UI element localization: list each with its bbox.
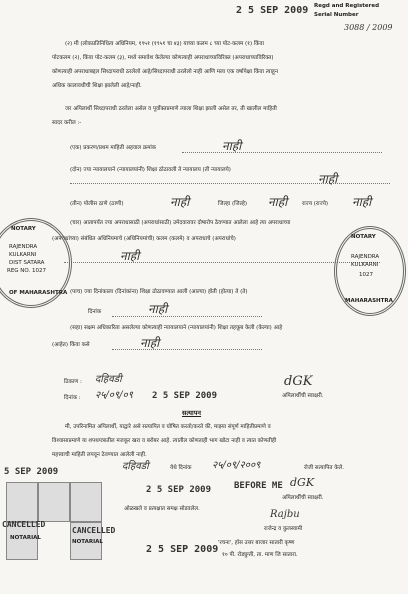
state-value: नाही xyxy=(352,195,372,209)
verification-heading: सत्यापन xyxy=(182,409,202,417)
district-value: नाही xyxy=(268,195,288,209)
item-one-value: नाही xyxy=(222,139,242,153)
item-one-label: (एक) प्रकरण/प्रथम माहिती अहवाल क्रमांक xyxy=(70,145,157,151)
item-six-line1: (सहा) सक्षम अधिकारिता असलेल्या कोणत्याही न्यायालयाने (न्यायालयांनी) शिक्षा तहकूब केली (केल्या) आहे xyxy=(70,325,283,331)
intro-line1: जर अपिलार्थी सिध्दापराधी ठरलेला असेल व पूर्वोक्तप्रमाणे त्याला शिक्षा झाली असेल तर, ती खालील माहिती xyxy=(65,106,277,112)
item-two-label: (दोन) ज्या न्यायालयाने (न्यायालयांनी) शिक्षा ठोठावली ते न्यायालय (ती न्यायालये) xyxy=(70,167,231,173)
item-five-date-label: दिनांक xyxy=(88,309,102,315)
verification-signature-mark: dGK xyxy=(290,476,315,489)
place-label: ठिकाण : xyxy=(64,379,82,385)
district-label: जिल्हा (जिल्हे) xyxy=(218,201,248,207)
item-three-value: नाही xyxy=(170,195,190,209)
item-six-value: नाही xyxy=(140,336,160,350)
item-four-line1: (चार) आतापर्यंत ज्या अपराधासाठी (अपराधांसाठी) उमेदवारावर दोषारोप ठेवण्यात आलेला आहे त्या अपराधाच्या xyxy=(70,220,291,226)
para2-line4: अधिक कालावधीची शिक्षा झालेली आहे/नाही. xyxy=(52,83,142,89)
verification-day-label: रोजी सत्यापित केले. xyxy=(304,465,344,471)
item-six-line2: (आहेत) किंवा कसे xyxy=(52,342,90,348)
before-me-stamp: BEFORE ME xyxy=(234,481,283,491)
place-value: दहिवडी xyxy=(95,374,122,385)
notary-name: राजेन्द्र व कुलस्वामी xyxy=(264,526,303,532)
notary-signature-mark: Rajbu xyxy=(270,509,300,520)
notarial-label-left: NOTARIAL xyxy=(10,535,41,541)
item-four-line2: (अपराधांच्या) संबंधित अधिनियमाचे (अधिनियमांची) कलम (कलमे) व अपराधाचे (अपराधांचे) xyxy=(52,236,236,242)
revenue-stamp-3 xyxy=(70,482,102,522)
item-five-value: नाही xyxy=(148,302,168,316)
revenue-stamp-2 xyxy=(38,482,70,522)
signature-label: अपिलार्थीची स्वाक्षरी. xyxy=(282,393,324,399)
para2-line2: पोटकलम (२), किंवा पोट-कलम (३), मध्ये समावेश केलेल्या कोणत्याही अपराधाच्याविरिक्त (अपराधाच्याविरिक्त) xyxy=(52,55,274,61)
date-stamp-top: 2 5 SEP 2009 xyxy=(236,5,309,16)
state-label: राज्य (राज्ये) xyxy=(302,201,329,207)
para2-line3: कोणत्याही अपराधाबद्दल सिध्दापराधी ठरलेलो आहे/सिध्दापराधी ठरलेलो नाही आणि मला एक वर्षापेक्षा किंवा त्याहून xyxy=(52,69,278,75)
verification-signature-label: अपिलार्थीची स्वाक्षरी. xyxy=(282,495,324,501)
verification-date: २५/०९/२००९ xyxy=(212,460,261,471)
intro-line2: सादर करील :- xyxy=(52,120,82,126)
verification-line1: मी, उपरिनामित अपिलार्थी, याद्वारे असे सत्यापित व घोषित करतो/करते की, माझ्या संपूर्ण माहितीप्रमाणे व xyxy=(65,424,271,430)
notary-seal-right: NOTARY RAJENDRA KULKARNI 1027 MAHARASHTRA xyxy=(334,226,406,316)
verification-where-label: येथे दिनांक xyxy=(170,465,192,471)
date-stamp-signoff: 2 5 SEP 2009 xyxy=(152,391,218,401)
stamp-bottom-date: 2 5 SEP 2009 xyxy=(146,544,219,555)
registered-label: Regd and Registered xyxy=(314,3,380,9)
notarial-label-right: NOTARIAL xyxy=(72,539,103,545)
item-three-label: (तीन) पोलीस ठाणे (ठाणी) xyxy=(70,201,124,207)
verification-line3: महत्त्वाची माहिती लपवून ठेवण्यात आलेली नाही. xyxy=(52,452,147,458)
identified-note: ओळखले व प्रत्यक्षात समक्ष सोडवलेल. xyxy=(124,506,200,512)
serial-handwritten: 3088 / 2009 xyxy=(344,23,393,32)
notary-address-2: १० पी. रोड्युग्ती, ता. माण जि सातारा. xyxy=(222,552,298,558)
verification-line2: विश्वासाप्रमाणे या शपथपत्रातील मजकूर खरा व बरोबर आहे. त्यातील कोणताही भाग खोटा नाही व त्यात कोणतीही xyxy=(52,438,277,444)
signature-mark: dGK xyxy=(284,374,313,389)
para2-line1: (२) मी (लोकप्रतिनिधित्व अधिनियम, १९५१ (१९५१ चा ४३) याच्या कलम ८ च्या पोट-कलम (१) किंवा xyxy=(65,41,265,47)
notary-address-1: 'रचना', हॉस उत्तर बाजार सातारी कृष्ण xyxy=(218,540,295,546)
date-value: २५/०९/०९ xyxy=(95,390,133,401)
date-label: दिनांक : xyxy=(64,395,81,401)
item-four-value: नाही xyxy=(120,249,140,263)
verification-place: दहिवडी xyxy=(122,461,149,472)
item-five-label: (पाच) ज्या दिनांकाला (दिनांकांना) शिक्षा ठोठावण्यात आली (आल्या) होती (होत्या) ते (ते) xyxy=(70,289,248,295)
serial-label: Serial Number xyxy=(314,12,359,18)
stamp-center-date: 2 5 SEP 2009 xyxy=(146,485,212,495)
revenue-stamp-1 xyxy=(6,482,38,522)
item-two-value: नाही xyxy=(318,172,338,186)
notary-seal-left: NOTARY RAJENDRA KULKARNI DIST SATARA REG NO. 1027 OF MAHARASHTRA xyxy=(0,218,72,308)
cancelled-stamp-left: CANCELLED xyxy=(2,520,46,529)
cancelled-stamp-right: CANCELLED xyxy=(72,526,116,535)
stamp-left-date: 5 SEP 2009 xyxy=(4,467,59,477)
